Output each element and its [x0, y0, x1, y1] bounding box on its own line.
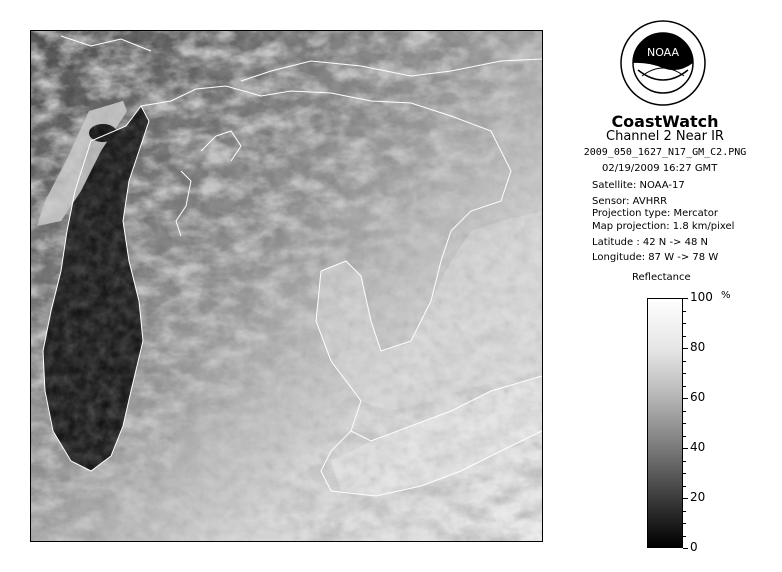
colorbar-minor-tick: [683, 386, 686, 387]
colorbar-major-tick: [683, 298, 688, 299]
colorbar-major-tick: [683, 548, 688, 549]
colorbar-minor-tick: [683, 373, 686, 374]
colorbar-tick-label: 40: [690, 440, 706, 454]
colorbar-major-tick: [683, 448, 688, 449]
colorbar-major-tick: [683, 498, 688, 499]
colorbar-minor-tick: [683, 473, 686, 474]
colorbar-minor-tick: [683, 511, 686, 512]
noaa-logo: [620, 20, 706, 106]
satellite-imagery: [31, 31, 542, 541]
colorbar-major-tick: [683, 398, 688, 399]
colorbar-tick-label: 20: [690, 490, 706, 504]
colorbar-minor-tick: [683, 336, 686, 337]
file-name: 2009_050_1627_N17_GM_C2.PNG: [583, 147, 747, 158]
colorbar-minor-tick: [683, 323, 686, 324]
colorbar-minor-tick: [683, 311, 686, 312]
legend-title: Reflectance: [632, 272, 691, 283]
map-projection-text: Map projection: 1.8 km/pixel: [592, 221, 735, 232]
colorbar-minor-tick: [683, 486, 686, 487]
datetime-text: 02/19/2009 16:27 GMT: [602, 163, 718, 174]
colorbar-tick-label: 80: [690, 340, 706, 354]
channel-title: Channel 2 Near IR: [606, 129, 724, 144]
satellite-map: [30, 30, 543, 542]
sensor-text: Sensor: AVHRR: [592, 196, 668, 207]
colorbar-minor-tick: [683, 436, 686, 437]
colorbar-tick-label: 100: [690, 290, 713, 304]
colorbar-tick-label: 60: [690, 390, 706, 404]
colorbar-major-tick: [683, 348, 688, 349]
logo-text: NOAA: [646, 46, 680, 59]
longitude-text: Longitude: 87 W -> 78 W: [592, 252, 719, 263]
colorbar-minor-tick: [683, 361, 686, 362]
colorbar-minor-tick: [683, 523, 686, 524]
colorbar: [647, 298, 683, 548]
noaa-logo-icon: [620, 20, 706, 106]
latitude-text: Latitude : 42 N -> 48 N: [592, 237, 708, 248]
satellite-text: Satellite: NOAA-17: [592, 180, 685, 191]
colorbar-minor-tick: [683, 536, 686, 537]
surface-texture: [31, 31, 542, 541]
colorbar-minor-tick: [683, 461, 686, 462]
legend-unit: %: [721, 290, 731, 301]
colorbar-minor-tick: [683, 423, 686, 424]
colorbar-tick-label: 0: [690, 540, 698, 554]
projection-type-text: Projection type: Mercator: [592, 208, 718, 219]
product-title: CoastWatch: [611, 112, 719, 131]
colorbar-minor-tick: [683, 411, 686, 412]
